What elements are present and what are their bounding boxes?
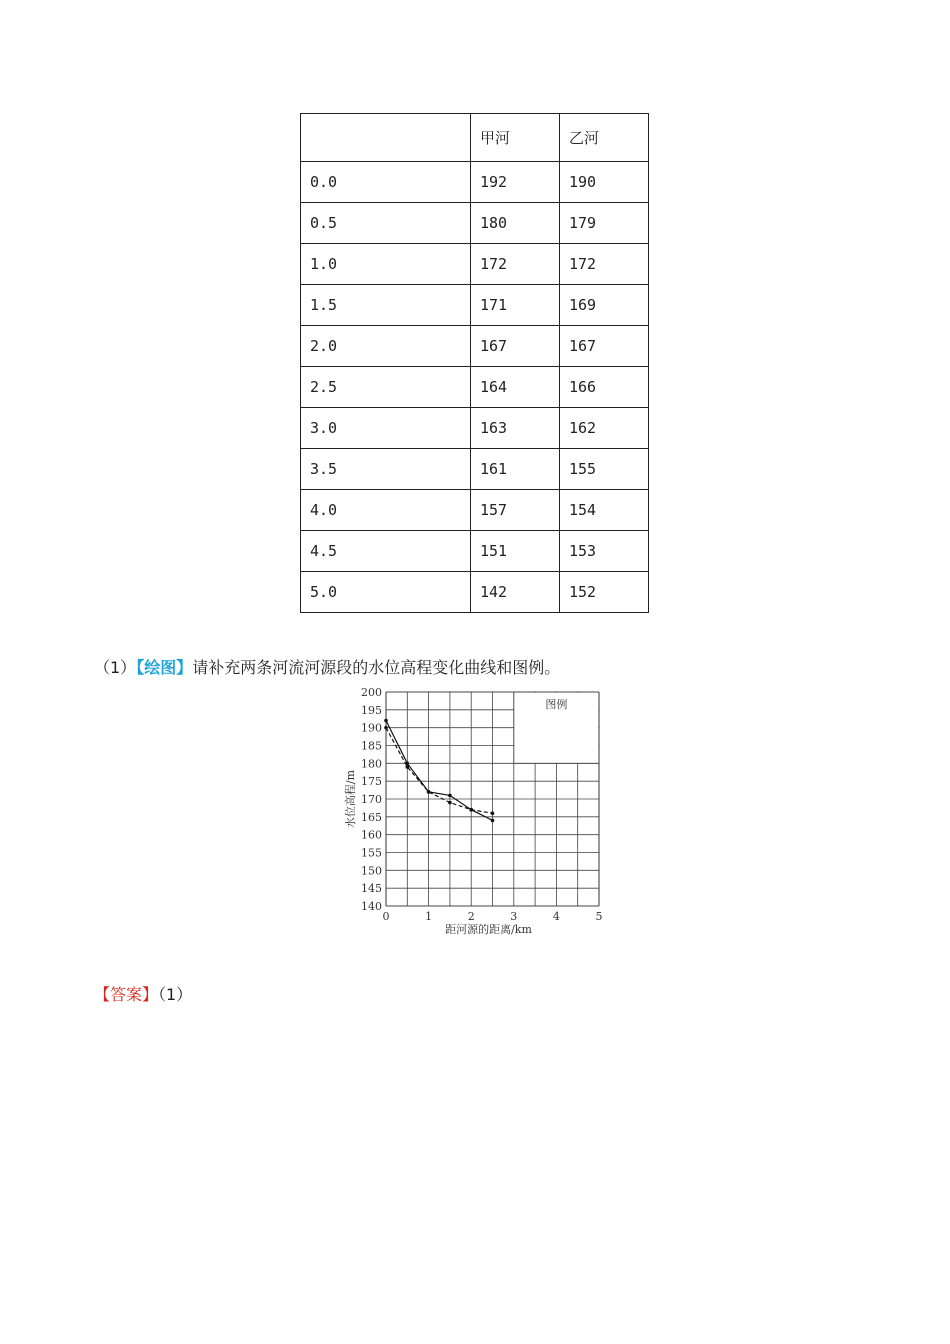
table-cell: 163 (471, 408, 560, 449)
table-cell: 179 (560, 203, 649, 244)
table-header-cell (301, 114, 471, 162)
table-cell: 1.0 (301, 244, 471, 285)
data-point (448, 801, 452, 805)
x-tick-label: 0 (382, 910, 390, 923)
table-cell: 162 (560, 408, 649, 449)
answer-tag: 【答案】 (94, 985, 159, 1004)
table-header-row (301, 114, 649, 162)
table-row (301, 572, 649, 613)
y-axis-label: 水位高程/m (344, 769, 357, 829)
x-tick-label: 3 (510, 910, 518, 923)
question-text: 请补充两条河流河源段的水位高程变化曲线和图例。 (192, 658, 561, 677)
table-cell: 153 (560, 531, 649, 572)
y-tick-label: 165 (361, 810, 382, 824)
y-tick-label: 195 (361, 703, 382, 717)
answer-number: （1） (158, 985, 193, 1004)
data-point (384, 719, 388, 723)
table-row (301, 162, 649, 203)
table-cell: 161 (471, 449, 560, 490)
table-cell: 0.0 (301, 162, 471, 203)
table-cell: 172 (560, 244, 649, 285)
series-line-0 (386, 721, 493, 821)
table-cell: 152 (560, 572, 649, 613)
table-cell: 172 (471, 244, 560, 285)
data-point (491, 819, 495, 823)
data-point (469, 808, 473, 812)
y-tick-label: 150 (361, 864, 382, 878)
table-cell: 155 (560, 449, 649, 490)
table-cell: 4.5 (301, 531, 471, 572)
table-cell: 164 (471, 367, 560, 408)
legend-title: 图例 (545, 698, 568, 711)
y-tick-label: 170 (361, 793, 382, 806)
y-tick-label: 160 (361, 828, 382, 842)
y-tick-label: 200 (361, 686, 382, 699)
table-cell: 151 (471, 531, 560, 572)
table-cell: 4.0 (301, 490, 471, 531)
table-header-cell: 乙河 (560, 114, 649, 162)
y-tick-label: 145 (361, 882, 382, 896)
table-row (301, 203, 649, 244)
chart-series (384, 719, 494, 822)
table-row (301, 326, 649, 367)
table-cell: 167 (471, 326, 560, 367)
table-cell: 5.0 (301, 572, 471, 613)
table-row (301, 408, 649, 449)
y-tick-label: 155 (361, 846, 382, 860)
answer-1 (94, 982, 192, 1005)
y-tick-label: 185 (361, 739, 382, 753)
x-axis-label: 距河源的距离/km (445, 923, 532, 936)
table-row (301, 531, 649, 572)
table-cell: 192 (471, 162, 560, 203)
table-cell: 142 (471, 572, 560, 613)
y-tick-label: 190 (361, 721, 382, 735)
table-cell: 154 (560, 490, 649, 531)
table-row (301, 244, 649, 285)
table-cell: 171 (471, 285, 560, 326)
x-tick-labels (383, 910, 603, 923)
y-tick-label: 140 (361, 900, 382, 913)
data-point (427, 790, 431, 794)
y-tick-label: 180 (361, 757, 382, 771)
data-point (406, 765, 410, 769)
table-cell: 166 (560, 367, 649, 408)
y-tick-label: 175 (361, 775, 382, 789)
data-point (448, 794, 452, 798)
table-cell: 1.5 (301, 285, 471, 326)
table-cell: 3.5 (301, 449, 471, 490)
table-row (301, 285, 649, 326)
data-point (491, 811, 495, 815)
question-tag: 【绘图】 (136, 658, 193, 677)
table-header-cell: 甲河 (471, 114, 560, 162)
water-level-chart (340, 683, 610, 943)
x-tick-label: 5 (595, 910, 603, 923)
series-line-1 (386, 728, 493, 814)
table-cell: 167 (560, 326, 649, 367)
x-tick-label: 2 (467, 910, 475, 923)
table-cell: 2.0 (301, 326, 471, 367)
table-cell: 169 (560, 285, 649, 326)
y-tick-labels (361, 686, 382, 913)
table-cell: 3.0 (301, 408, 471, 449)
table-cell: 0.5 (301, 203, 471, 244)
x-tick-label: 1 (425, 910, 433, 923)
data-point (384, 726, 388, 730)
table-row (301, 490, 649, 531)
table-cell: 2.5 (301, 367, 471, 408)
question-1 (94, 655, 560, 678)
table-row (301, 367, 649, 408)
water-level-table (300, 113, 649, 613)
table-row (301, 449, 649, 490)
table-cell: 190 (560, 162, 649, 203)
x-tick-label: 4 (552, 910, 560, 923)
question-number: （1） (94, 658, 137, 677)
table-cell: 180 (471, 203, 560, 244)
table-cell: 157 (471, 490, 560, 531)
